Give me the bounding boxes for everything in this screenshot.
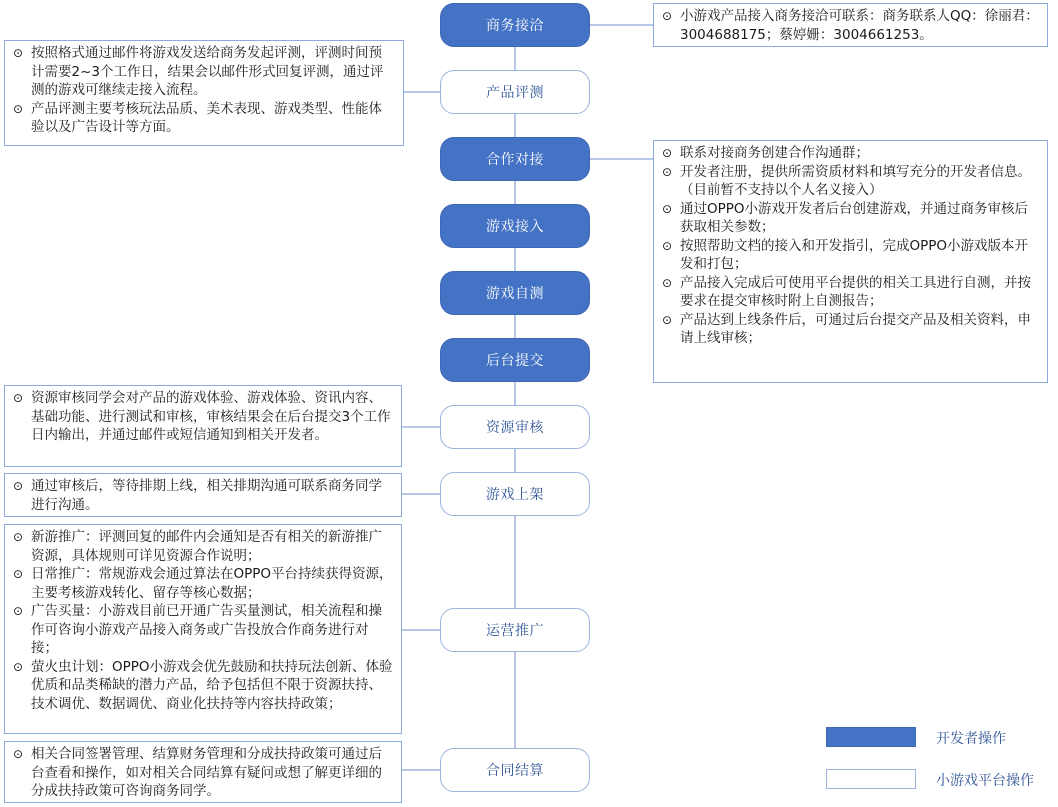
note-item: ⊙ 相关合同签署管理、结算财务管理和分成扶持政策可通过后台查看和操作，如对相关合同结算有疑问或想了解更详细的分成扶持政策可咨询商务同学。 — [13, 745, 393, 801]
step-business-contact — [440, 3, 590, 47]
step-game-launch — [440, 472, 590, 516]
step-cooperation — [440, 137, 590, 181]
legend-developer-label: 开发者操作 — [936, 731, 1006, 747]
note-item: ⊙ 小游戏产品接入商务接洽可联系：商务联系人QQ：徐丽君：3004688175；蔡婷姗：3004661253。 — [662, 7, 1039, 44]
step-label: 游戏上架 — [486, 487, 544, 503]
step-label: 资源审核 — [486, 420, 544, 436]
step-resource-review — [440, 405, 590, 449]
note-item: ⊙ 新游推广：评测回复的邮件内会通知是否有相关的新游推广资源，具体规则可详见资源合作说明； — [13, 528, 393, 565]
note-item: ⊙ 萤火虫计划：OPPO小游戏会优先鼓励和扶持玩法创新、体验优质和品类稀缺的潜力产品，给予包括但不限于资源扶持、技术调优、数据调优、商业化扶持等内容扶持政策； — [13, 658, 393, 714]
note-item: ⊙ 产品评测主要考核玩法品质、美术表现、游戏类型、性能体验以及广告设计等方面。 — [13, 100, 395, 137]
note-item: ⊙ 资源审核同学会对产品的游戏体验、游戏体验、资讯内容、基础功能、进行测试和审核，审核结果会在后台提交3个工作日内输出，并通过邮件或短信通知到相关开发者。 — [13, 389, 393, 445]
step-label: 商务接洽 — [486, 18, 544, 34]
note-product-evaluation — [4, 40, 404, 146]
step-label: 游戏接入 — [486, 219, 544, 235]
note-item: ⊙ 按照帮助文档的接入和开发指引，完成OPPO小游戏版本开发和打包； — [662, 237, 1039, 274]
note-item: ⊙ 产品达到上线条件后，可通过后台提交产品及相关资料，申请上线审核； — [662, 311, 1039, 348]
legend-developer-swatch — [826, 727, 916, 747]
note-contract-settlement — [4, 741, 402, 803]
note-item: ⊙ 开发者注册，提供所需资质材料和填写充分的开发者信息。（目前暂不支持以个人名义接入） — [662, 163, 1039, 200]
step-contract-settlement — [440, 748, 590, 792]
note-business-contact — [653, 3, 1048, 47]
note-game-launch — [4, 473, 402, 517]
step-backend-submit — [440, 338, 590, 382]
note-integration-steps — [653, 140, 1048, 383]
step-label: 产品评测 — [486, 85, 544, 101]
legend-platform-swatch — [826, 769, 916, 789]
note-item: ⊙ 通过OPPO小游戏开发者后台创建游戏，并通过商务审核后获取相关参数； — [662, 200, 1039, 237]
step-label: 合同结算 — [486, 763, 544, 779]
step-self-test — [440, 271, 590, 315]
note-item: ⊙ 广告买量：小游戏目前已开通广告买量测试，相关流程和操作可咨询小游戏产品接入商务或广告投放合作商务进行对接； — [13, 602, 393, 658]
step-game-integration — [440, 204, 590, 248]
step-label: 合作对接 — [486, 152, 544, 168]
step-label: 游戏自测 — [486, 286, 544, 302]
note-operation-promotion — [4, 524, 402, 734]
note-item: ⊙ 日常推广：常规游戏会通过算法在OPPO平台持续获得资源，主要考核游戏转化、留存等核心数据； — [13, 565, 393, 602]
note-item: ⊙ 产品接入完成后可使用平台提供的相关工具进行自测，并按要求在提交审核时附上自测报告； — [662, 274, 1039, 311]
note-item: ⊙ 按照格式通过邮件将游戏发送给商务发起评测，评测时间预计需要2~3个工作日，结果会以邮件形式回复评测，通过评测的游戏可继续走接入流程。 — [13, 44, 395, 100]
step-label: 运营推广 — [486, 623, 544, 639]
note-item: ⊙ 通过审核后，等待排期上线，相关排期沟通可联系商务同学进行沟通。 — [13, 477, 393, 514]
legend-platform-label: 小游戏平台操作 — [936, 773, 1034, 789]
note-item: ⊙ 联系对接商务创建合作沟通群； — [662, 144, 1039, 163]
step-label: 后台提交 — [486, 353, 544, 369]
step-operation-promotion — [440, 608, 590, 652]
step-product-evaluation — [440, 70, 590, 114]
note-resource-review — [4, 385, 402, 467]
